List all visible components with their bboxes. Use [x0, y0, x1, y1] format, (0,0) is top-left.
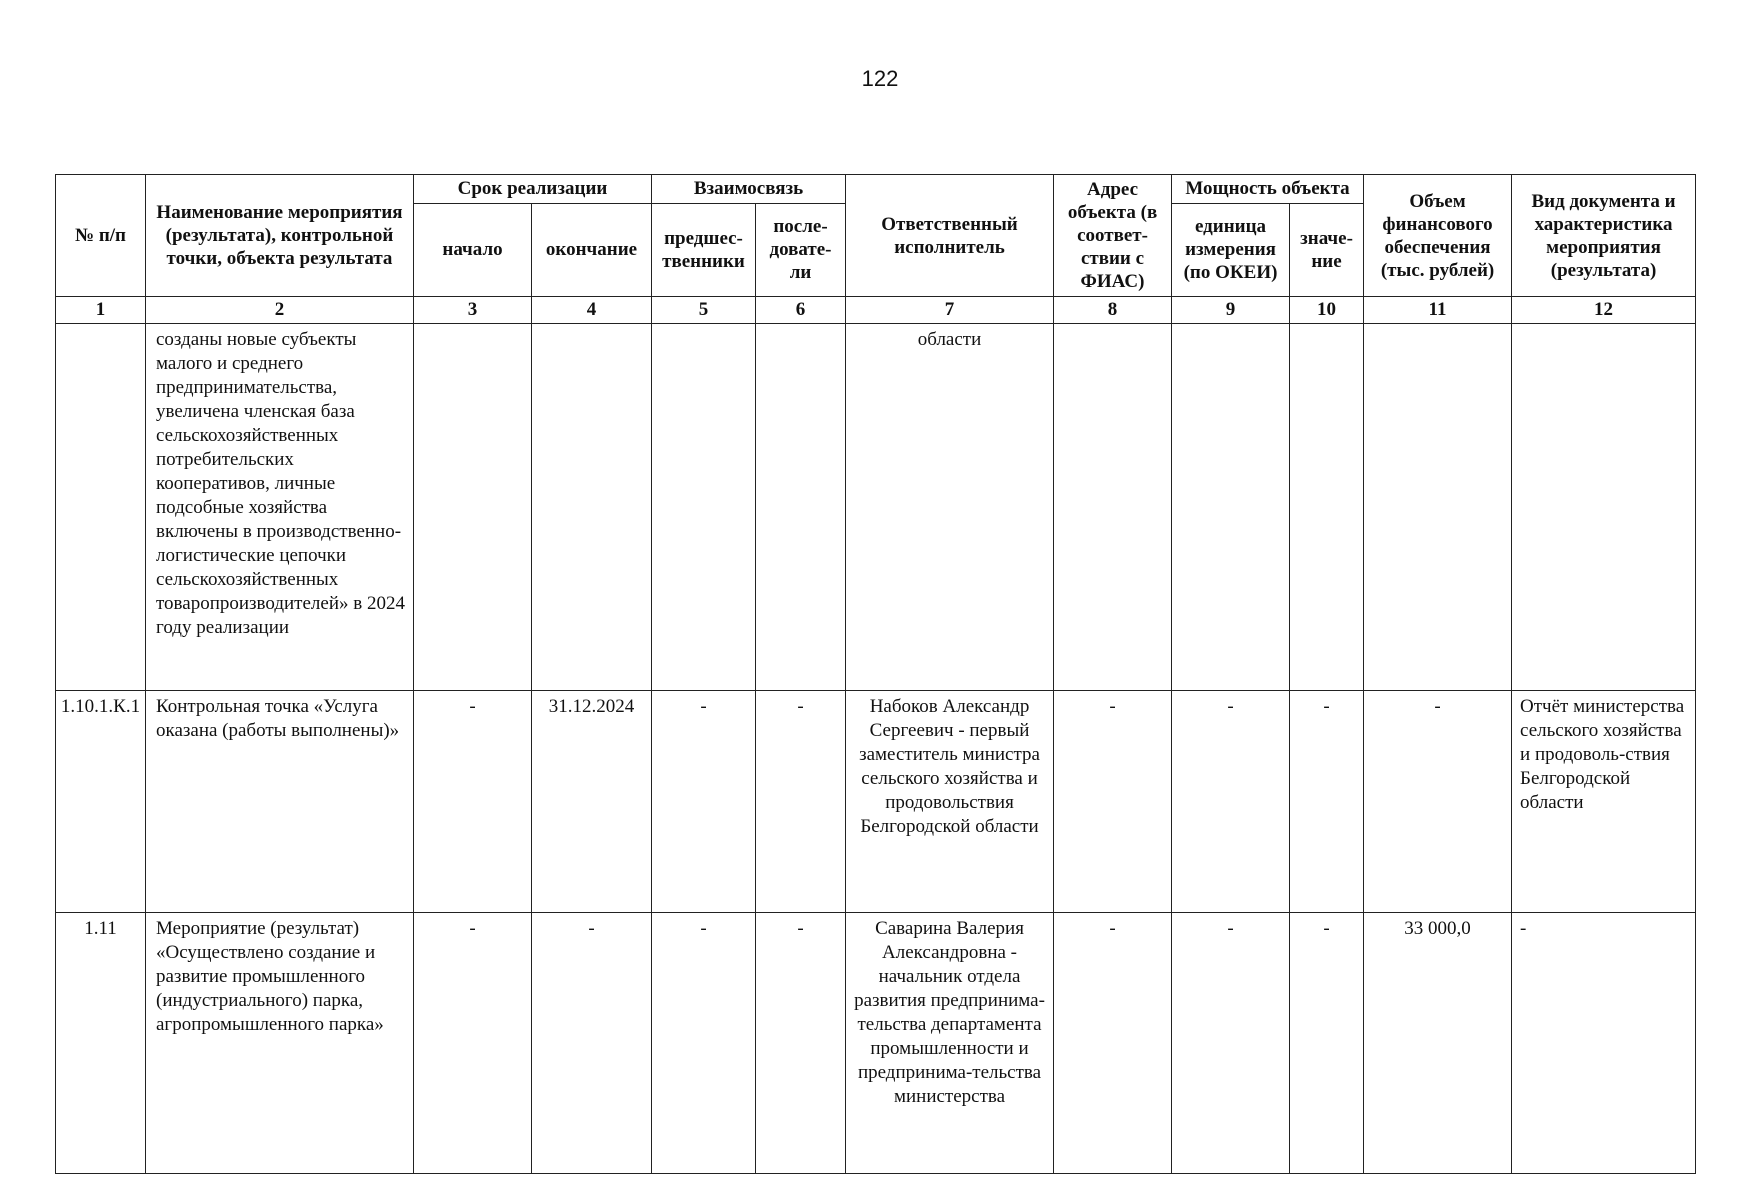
- column-number: 2: [146, 297, 414, 324]
- header-doc: Вид документа и характеристика мероприятия (результата): [1512, 175, 1696, 297]
- column-number: 10: [1290, 297, 1364, 324]
- cell-end: 31.12.2024: [532, 690, 652, 912]
- column-number: 1: [56, 297, 146, 324]
- cell-successors: -: [756, 690, 846, 912]
- column-number: 11: [1364, 297, 1512, 324]
- header-predecessors: предшес-твенники: [652, 203, 756, 297]
- table-row: [56, 323, 1696, 690]
- column-number: 8: [1054, 297, 1172, 324]
- cell-predecessors: -: [652, 690, 756, 912]
- header-row-top: [56, 175, 1696, 204]
- cell-value: [1290, 323, 1364, 690]
- cell-start: -: [414, 690, 532, 912]
- cell-start: -: [414, 913, 532, 1174]
- column-number: 12: [1512, 297, 1696, 324]
- table-row: [56, 690, 1696, 912]
- cell-doc: [1512, 323, 1696, 690]
- cell-name: Мероприятие (результат) «Осуществлено создание и развитие промышленного (индустриального) парка, агропромышленного парка»: [146, 913, 414, 1174]
- header-start: начало: [414, 203, 532, 297]
- plan-table: [55, 174, 1696, 1174]
- header-num: № п/п: [56, 175, 146, 297]
- cell-volume: [1364, 323, 1512, 690]
- column-number: 7: [846, 297, 1054, 324]
- cell-successors: -: [756, 913, 846, 1174]
- cell-responsible: Набоков Александр Сергеевич - первый заместитель министра сельского хозяйства и продовольствия Белгородской области: [846, 690, 1054, 912]
- header-end: окончание: [532, 203, 652, 297]
- header-capacity-group: Мощность объекта: [1172, 175, 1364, 204]
- cell-volume: -: [1364, 690, 1512, 912]
- column-number: 4: [532, 297, 652, 324]
- cell-value: -: [1290, 913, 1364, 1174]
- header-address: Адрес объекта (в соответ-ствии с ФИАС): [1054, 175, 1172, 297]
- cell-end: -: [532, 913, 652, 1174]
- column-number: 5: [652, 297, 756, 324]
- cell-name: Контрольная точка «Услуга оказана (работы выполнены)»: [146, 690, 414, 912]
- cell-num: [56, 323, 146, 690]
- cell-doc: -: [1512, 913, 1696, 1174]
- column-numbers-row: [56, 297, 1696, 324]
- cell-unit: -: [1172, 690, 1290, 912]
- cell-doc: Отчёт министерства сельского хозяйства и продоволь-ствия Белгородской области: [1512, 690, 1696, 912]
- header-responsible: Ответственный исполнитель: [846, 175, 1054, 297]
- cell-start: [414, 323, 532, 690]
- header-value: значе-ние: [1290, 203, 1364, 297]
- cell-successors: [756, 323, 846, 690]
- cell-address: -: [1054, 913, 1172, 1174]
- cell-responsible: Саварина Валерия Александровна - начальник отдела развития предпринима-тельства департамента промышленности и предпринима-тельства министерства: [846, 913, 1054, 1174]
- header-unit: единица измерения (по ОКЕИ): [1172, 203, 1290, 297]
- header-name: Наименование мероприятия (результата), контрольной точки, объекта результата: [146, 175, 414, 297]
- column-number: 9: [1172, 297, 1290, 324]
- cell-unit: -: [1172, 913, 1290, 1174]
- cell-unit: [1172, 323, 1290, 690]
- cell-volume: 33 000,0: [1364, 913, 1512, 1174]
- header-period-group: Срок реализации: [414, 175, 652, 204]
- table-row: [56, 913, 1696, 1174]
- cell-responsible: области: [846, 323, 1054, 690]
- cell-predecessors: [652, 323, 756, 690]
- cell-num: 1.11: [56, 913, 146, 1174]
- header-relation-group: Взаимосвязь: [652, 175, 846, 204]
- cell-end: [532, 323, 652, 690]
- cell-predecessors: -: [652, 913, 756, 1174]
- cell-num: 1.10.1.К.1: [56, 690, 146, 912]
- column-number: 6: [756, 297, 846, 324]
- header-successors: после-довате-ли: [756, 203, 846, 297]
- header-volume: Объем финансового обеспечения (тыс. рублей): [1364, 175, 1512, 297]
- cell-address: -: [1054, 690, 1172, 912]
- page-number: 122: [861, 66, 899, 91]
- column-number: 3: [414, 297, 532, 324]
- cell-value: -: [1290, 690, 1364, 912]
- cell-name: созданы новые субъекты малого и среднего предпринимательства, увеличена членская база сельскохозяйственных потребительских кооперативов, личные подсобные хозяйства включены в производственно-логистические цепочки сельскохозяйственных товаропроизводителей» в 2024 году реализации: [146, 323, 414, 690]
- cell-address: [1054, 323, 1172, 690]
